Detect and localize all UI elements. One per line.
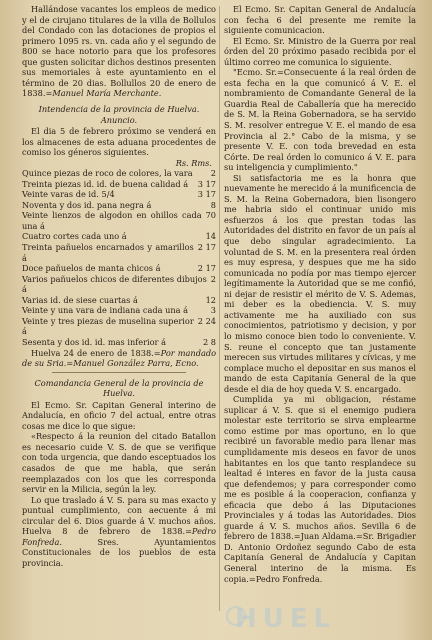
column-divider [219,6,220,611]
list-item: Quince piezas de roco de colores, la vara 2 [22,168,216,179]
farewell-paragraph: Si satisfactoria me es la honra que nuevamente he merecido á la munificencia de S. M. la Reina Gobernadora, bien lisongero me habria sido el continuar unido mis esfuerzos á los que prestan todas las Autoridades del distrito en favor de un país al que debo singular agradecimiento. La voluntad de S. M. en la presentera real órden es muy espresa, y despues que me ha sido comunicada no podía por mas tiempo ejercer legítimamente la Autoridad que se me confió, ni dejar de resistir el mérito de V. S. Ademas, mi deber es la obediencia. V. S. muy activamente me ha auxiliado con sus conocimientos, patriotismo y decision, y por lo mismo conoce bien todo lo conveniente. V. S. reune el concepto que tan justamente merecen sus virtudes militares y cívicas, y me complace mucho el depositar en sus manos el mando de esta Capitanía General de la que desde el dia de hoy queda V. S. encargado. [224,172,416,394]
battalion-transfer: Lo que traslado á V. S. para su mas exacto y puntual cumplimiento, con aecuente á mi circular del 6. Dios guarde á V. muchos años. Huelva 8 de febrero de 1838.=Pedro Fonfreda. Sres. Ayuntamientos Constitucionales de los pueblos de esta provincia. [22,494,216,568]
left-column [22,4,216,568]
list-item: Varias id. de siese cuartas á 12 [22,294,216,305]
sale-intro: El dia 5 de febrero próximo se venderá en los almacenes de esta aduana procedentes de comiso los géneros siguientes. [22,126,216,158]
anuncio-subheading: Anuncio. [100,115,138,126]
list-item: Sesenta y dos id. id. mas inferior á 2 8 [22,336,216,347]
royal-order-quote: "Ecmo. Sr.=Consecuente á la real órden de esta fecha en la que comunicó á V. E. el nombramiento de Comandante General de la Guardia Real de Caballería que ha merecido de S. M. la Reina Gobernadora, se ha servido S. M. resolver entregue V. E. el mando de esa Provincia al 2.° Cabo de la misma, y se presente V. E. con toda brevedad en esta Córte. De real órden lo comunico á V. E. para su inteligencia y cumplimiento." [224,67,416,173]
section-rule [52,372,186,373]
currency-header: Rs. Rms. [175,157,212,168]
comandancia-heading: Comandancia General de la provincia de Huelva. [34,377,204,399]
sale-signature: Huelva 24 de enero de 1838.=Por mandado de su Sria.=Manuel González Parra, Ecno. [22,347,217,369]
intendencia-heading: Intendencia de la provincia de Huelva. [38,103,200,114]
right-column [224,4,416,584]
list-item: Treinta piezas id. id. de buena calidad á 3 17 [22,178,216,189]
watermark-text: HUEL [235,604,337,634]
list-item: Veinte lienzos de algodon en ohillos cada una á 70 [22,210,216,231]
list-item: Noventa y dos id. pana negra á 8 [22,199,216,210]
list-item: Veinte y una vara de indiana cada una á 3 [22,305,216,316]
comandancia-intro: El Ecmo. Sr. Capitan General interino de Andalucía, en oficio 7 del actual, entre otras cosas me dice lo que sigue: [22,399,216,431]
captain-general-notice: El Ecmo. Sr. Capitan General de Andalucía con fecha 6 del presente me remite la siguiente comunicacion. [224,4,416,36]
list-item: Veinte varas de id. 5/4 3 17 [22,189,216,200]
list-item: Varios pañuelos chicos de diferentes dibujos á 2 [22,273,216,295]
list-item: Doce pañuelos de manta chicos á 2 17 [22,263,216,274]
vacancy-notice: Hallándose vacantes los empleos de medico y el de cirujano titulares de la villa de Bollulos del Condado con las dotaciones de propios el primero 1095 rs. vn. cada año y el segundo de 800 se hace notorio para que los profesores que gusten solicitar dichos destinos presenten sus memoriales à este ayuntamiento en el término de 20 dias. Bollullos 20 de enero de 1838.=Manuel María Merchante. [22,4,216,99]
ministry-order-intro: El Ecmo. Sr. Ministro de la Guerra por real órden del 20 próximo pasado recibida por el último correo me comunica lo siguiente. [224,35,416,67]
list-item: Veinte y tres piezas de muselina superior á 2 24 [22,315,216,337]
list-item: Treinta pañuelos encarnados y amarillos á 2 17 [22,242,216,263]
goods-list [22,168,216,347]
list-item: Cuatro cortes cada uno á 14 [22,231,216,242]
closing-paragraph: Cumplida ya mi obligacion, réstame suplicar á V. S. que si el enemigo pudiera molestar este territorio se sirva emplearme como estime por mas oportuno, en lo que recibiré un favorable medio para llenar mas cumplidamente mis deseos en favor de unos habitantes en los que tanto resplandece su lealtad é interes en favor de la justa causa que defendemos; y para corresponder como me es posible á la cooperacion, confianza y eficacia que debo á las Diputaciones Provinciales y á todas las Autoridades. Dios guarde á V. S. muchos años. Sevilla 6 de febrero de 1838.=Juan Aldama.=Sr. Brigadier D. Antonio Ordoñez segundo Cabo de esta Capitanía General de Andalucía y Capitan General interino de la misma. Es copia.=Pedro Fonfreda. [224,394,416,584]
battalion-quote: «Respecto á la reunion del citado Batallon es necesario cuide V. S. de que se verifique con toda urgencia, que dando esceptuados los casados de que me habla, que serán reemplazados con los que les corresponda servir en la Milicia, según la ley. [22,431,216,495]
